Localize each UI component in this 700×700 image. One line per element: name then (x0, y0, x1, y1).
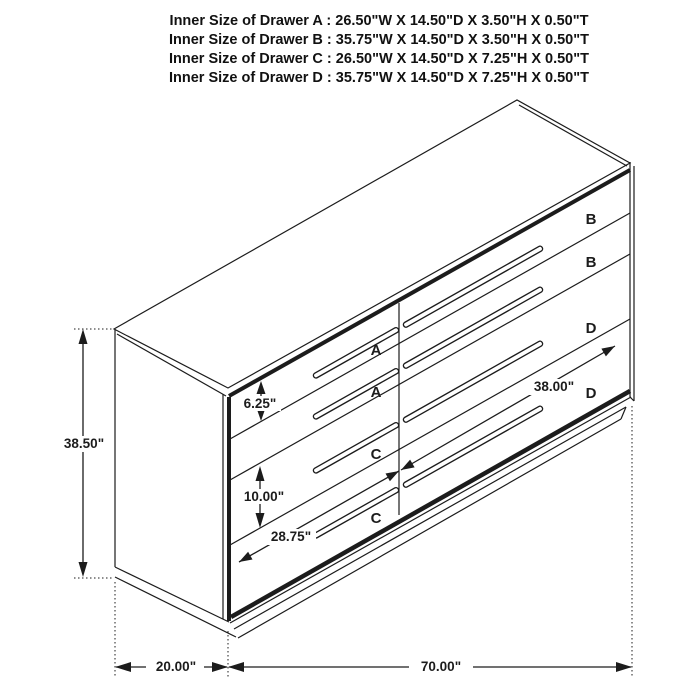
right-drawer-width-value: 38.00" (533, 379, 575, 394)
drawer-label-d-row1: D (585, 320, 597, 337)
drawer-handles (316, 249, 540, 536)
drawer-handle (406, 409, 540, 485)
left-drawer-width-value: 28.75" (270, 529, 312, 544)
drawer-a-size-line: Inner Size of Drawer A : 26.50"W X 14.50"D X 3.50"H X 0.50"T (169, 13, 589, 29)
arrow-up-right-icon (601, 346, 615, 356)
arrow-down-icon (79, 562, 88, 577)
drawer-label-b-row2: B (585, 254, 597, 271)
drawer-label-c-row2: C (370, 510, 382, 527)
drawer-label-a-row1: A (370, 342, 382, 359)
arrow-up-right-icon (386, 471, 400, 481)
arrow-down-left-icon (239, 552, 253, 562)
dresser-plinth (234, 407, 626, 638)
drawer-b-size-line: Inner Size of Drawer B : 35.75"W X 14.50"D X 3.50"H X 0.50"T (169, 32, 589, 48)
dimension-bottom-drawer-height (241, 466, 288, 528)
drawer-label-d-row2: D (585, 385, 597, 402)
bottom-drawer-height-value: 10.00" (243, 489, 285, 504)
overall-height-value: 38.50" (63, 436, 105, 451)
drawer-label-c-row1: C (370, 446, 382, 463)
top-drawer-height-value: 6.25" (243, 396, 277, 411)
dimension-overall-height (61, 329, 112, 578)
arrow-up-icon (79, 329, 88, 344)
overall-width-value: 70.00" (420, 659, 462, 674)
depth-value: 20.00" (155, 659, 197, 674)
arrow-right-icon (212, 662, 228, 672)
drawer-label-b-row1: B (585, 211, 597, 228)
arrow-up-icon (256, 466, 265, 481)
arrow-down-left-icon (401, 460, 415, 470)
arrow-right-icon (616, 662, 632, 672)
drawer-label-a-row2: A (370, 384, 382, 401)
drawer-handle (316, 330, 396, 375)
dimension-depth (115, 582, 228, 677)
dresser-side-panel (115, 329, 236, 637)
arrow-left-icon (115, 662, 131, 672)
drawer-d-size-line: Inner Size of Drawer D : 35.75"W X 14.50"D X 7.25"H X 0.50"T (169, 70, 589, 86)
drawer-handle (316, 425, 396, 470)
arrow-up-icon (257, 381, 266, 394)
arrow-left-icon (228, 662, 244, 672)
drawer-divider-row2 (230, 254, 630, 480)
drawer-handle (316, 371, 396, 416)
drawer-c-size-line: Inner Size of Drawer C : 26.50"W X 14.50"D X 7.25"H X 0.50"T (169, 51, 589, 67)
